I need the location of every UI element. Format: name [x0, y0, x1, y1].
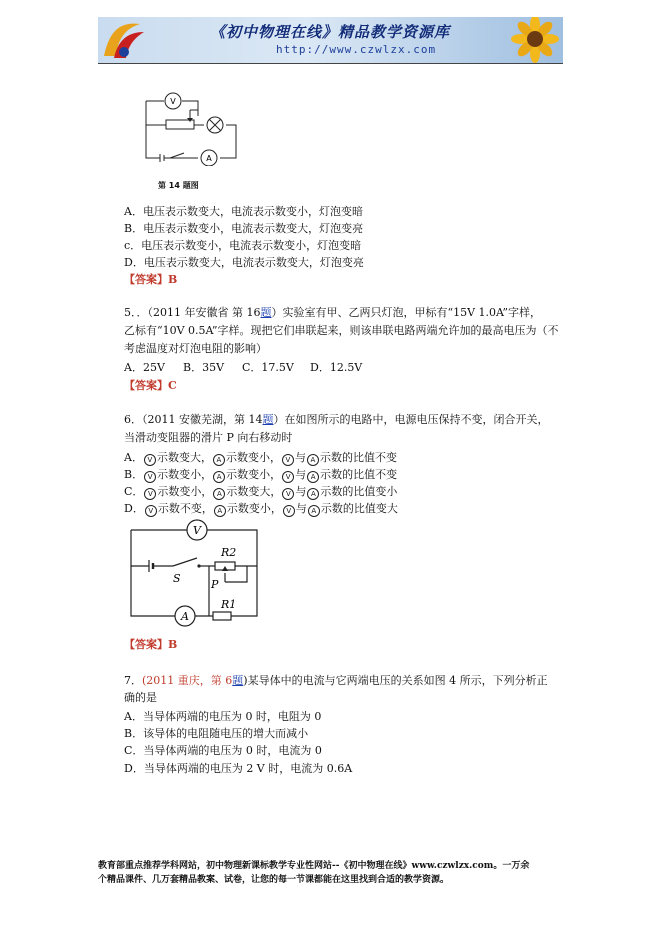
- ammeter-icon: A: [308, 505, 320, 517]
- q6-option-b: B． V 示数变小， A 示数变小， V 与 A 示数的比值不变: [124, 468, 398, 481]
- q4-answer: 【答案】B: [124, 273, 178, 286]
- r1-label: R1: [221, 598, 237, 611]
- r2-label: R2: [221, 546, 237, 559]
- q7-source: (2011 重庆，第 6: [142, 674, 233, 687]
- q6-ammeter-label: A: [181, 610, 189, 623]
- q6-answer: 【答案】B: [124, 638, 178, 651]
- site-logo-icon: [100, 18, 148, 62]
- voltmeter-icon: V: [282, 454, 294, 466]
- q7-option-c: C．当导体两端的电压为 0 时，电流为 0: [124, 744, 322, 757]
- voltmeter-icon: V: [145, 505, 157, 517]
- ammeter-icon: A: [213, 471, 225, 483]
- q4-option-d: D．电压表示数变大，电流表示数变大，灯泡变亮: [124, 256, 364, 269]
- q6-lead: 6．（2011 安徽芜湖，第 14: [124, 413, 263, 426]
- q4-option-b: B．电压表示数变小，电流表示数变大，灯泡变亮: [124, 222, 364, 235]
- q7-option-b: B．该导体的电阻随电压的增大而减小: [124, 727, 309, 740]
- q4-option-a: A．电压表示数变大，电流表示数变小，灯泡变暗: [124, 205, 363, 218]
- header-banner: [98, 17, 563, 63]
- q6-circuit-diagram: [127, 516, 267, 632]
- ammeter-icon: A: [214, 505, 226, 517]
- q5-answer: 【答案】C: [124, 379, 177, 392]
- switch-label: S: [173, 572, 181, 585]
- q7-option-d: D．当导体两端的电压为 2 V 时，电流为 0.6A: [124, 762, 353, 775]
- voltmeter-icon: V: [282, 488, 294, 500]
- q5-line2: 乙标有“10V 0.5A”字样。现把它们串联起来，则该串联电路两端允许加的最高电压为（不: [124, 324, 559, 337]
- q6-option-d: D． V 示数不变， A 示数变小， V 与 A 示数的比值变大: [124, 502, 398, 515]
- voltmeter-icon: V: [144, 471, 156, 483]
- q7-line1: [124, 674, 548, 687]
- q5-lead: 5．．（2011 年安徽省 第 16: [124, 306, 261, 319]
- ammeter-icon: A: [307, 471, 319, 483]
- q4-ammeter-label: A: [206, 154, 212, 163]
- q4-option-c: c．电压表示数变小，电流表示数变小，灯泡变暗: [124, 239, 362, 252]
- q6-line1-rest: ）在如图所示的电路中，电源电压保持不变，闭合开关，: [273, 413, 549, 426]
- q5-option-b: B．35V: [183, 361, 225, 374]
- header-title: 《初中物理在线》精品教学资源库: [210, 23, 451, 41]
- q7-line1-rest: )某导体中的电流与它两端电压的关系如图 4 所示，下列分析正: [243, 674, 548, 687]
- header-rule: [98, 63, 563, 64]
- q7-lead: 7．: [124, 674, 142, 687]
- q5-line1-rest: ）实验室有甲、乙两只灯泡，甲标有“15V 1.0A”字样，: [271, 306, 541, 319]
- voltmeter-icon: V: [144, 454, 156, 466]
- q5-line1: [124, 306, 541, 319]
- q5-line3: 考虑温度对灯泡电阻的影响）: [124, 342, 267, 355]
- voltmeter-icon: V: [144, 488, 156, 500]
- q4-voltmeter-label: V: [170, 97, 176, 106]
- q7-option-a: A．当导体两端的电压为 0 时，电阻为 0: [124, 710, 322, 723]
- q6-option-c: C． V 示数变小， A 示数变大， V 与 A 示数的比值变小: [124, 485, 398, 498]
- q6-option-a: A． V 示数变大， A 示数变小， V 与 A 示数的比值不变: [124, 451, 397, 464]
- sunflower-icon: [483, 17, 563, 63]
- q5-option-c: C．17.5V: [242, 361, 294, 374]
- footer-line2: 个精品课件、几万套精品教案、试卷，让您的每一节课都能在这里找到合适的教学资源。: [98, 875, 450, 885]
- page-footer: [98, 859, 568, 887]
- voltmeter-icon: V: [282, 471, 294, 483]
- q6-line1: [124, 413, 548, 426]
- ammeter-icon: A: [213, 454, 225, 466]
- q6-line2: 当滑动变阻器的滑片 P 向右移动时: [124, 431, 293, 444]
- q5-question-link[interactable]: 题: [260, 306, 272, 319]
- header-url[interactable]: http://www.czwlzx.com: [276, 43, 437, 56]
- ammeter-icon: A: [307, 488, 319, 500]
- voltmeter-icon: V: [283, 505, 295, 517]
- q6-voltmeter-label: V: [193, 524, 201, 537]
- ammeter-icon: A: [213, 488, 225, 500]
- slider-label: P: [211, 578, 219, 591]
- q7-question-link[interactable]: 题: [232, 674, 244, 687]
- q4-circuit-diagram: [140, 88, 250, 166]
- footer-line1: 教育部重点推荐学科网站，初中物理新课标教学专业性网站--《初中物理在线》www.czwlzx.com。一万余: [98, 861, 530, 871]
- q6-question-link[interactable]: 题: [262, 413, 274, 426]
- q5-option-d: D．12.5V: [310, 361, 363, 374]
- ammeter-icon: A: [307, 454, 319, 466]
- q4-figure-caption: 第 14 题图: [158, 181, 199, 190]
- q5-option-a: A．25V: [124, 361, 165, 374]
- q7-line2: 确的是: [124, 691, 157, 704]
